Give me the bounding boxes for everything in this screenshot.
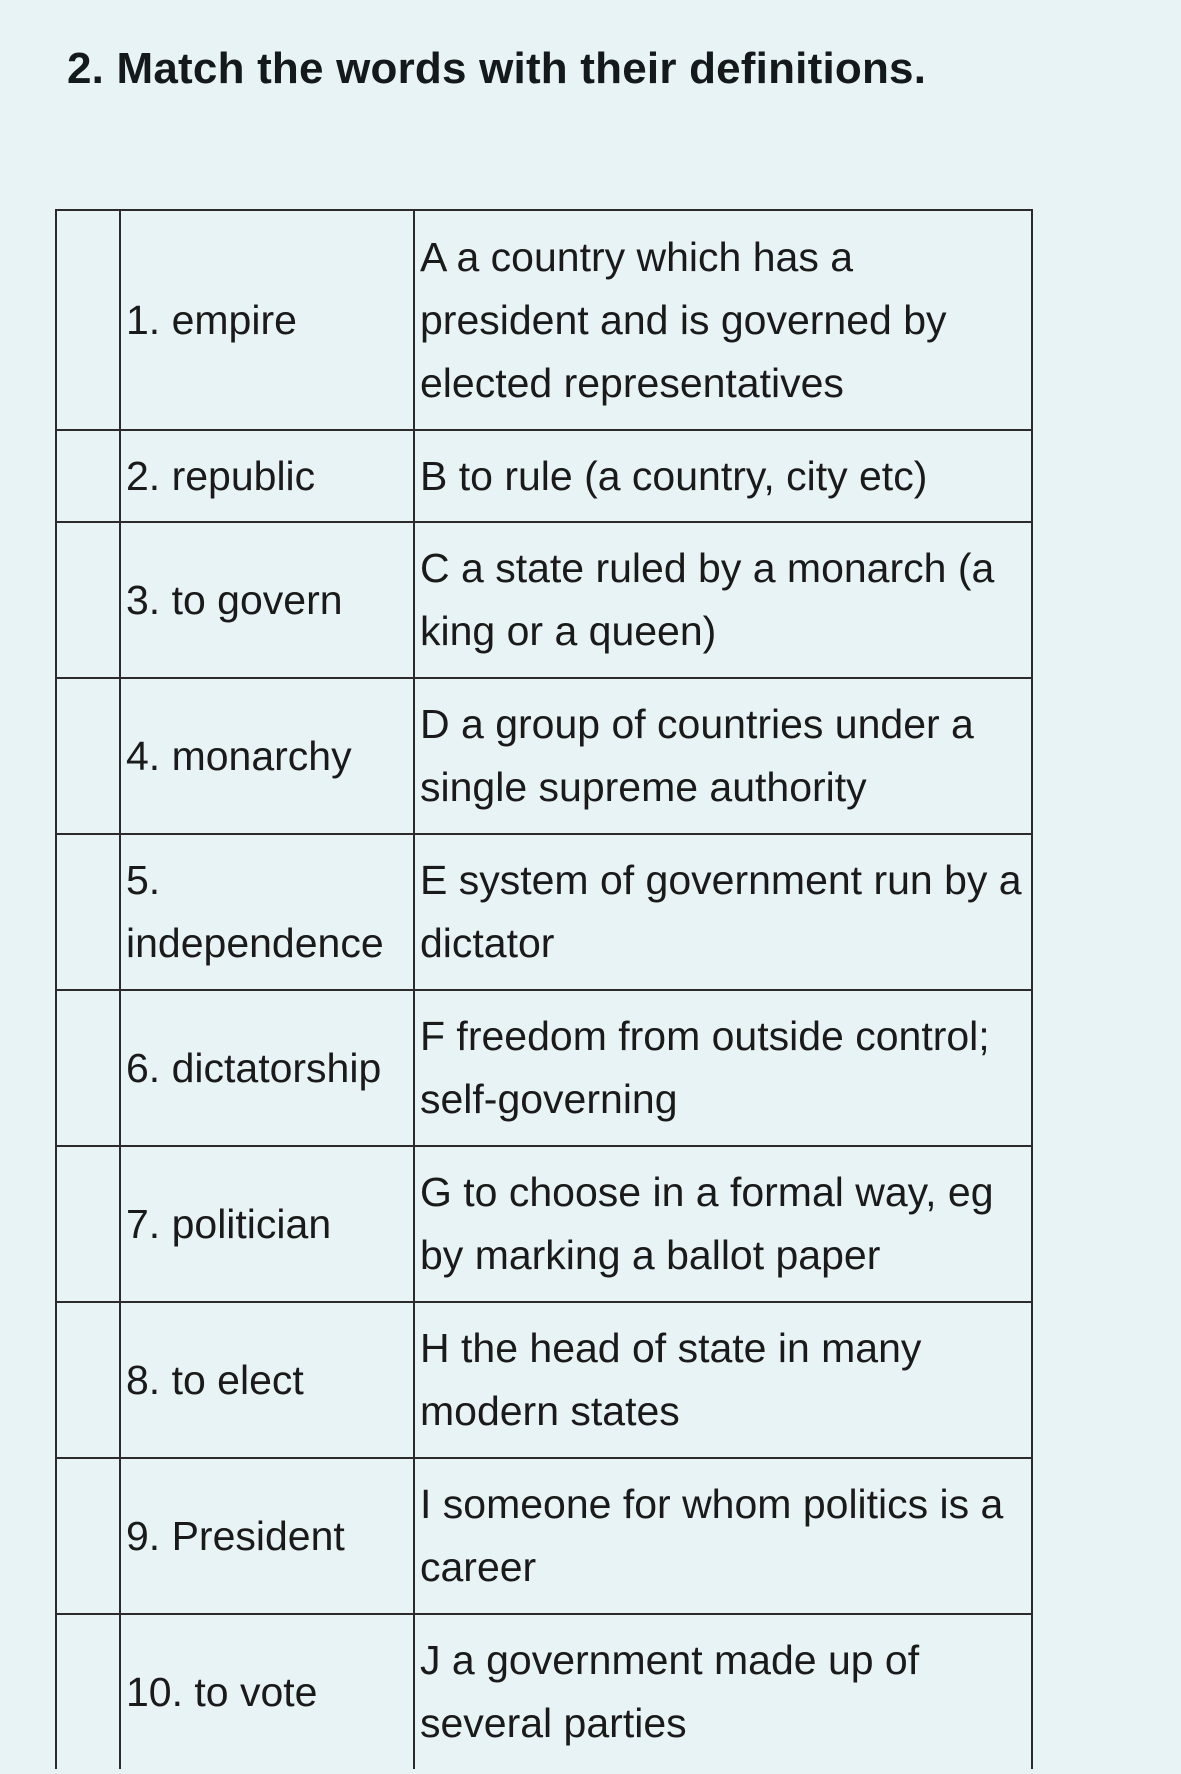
table-row [56,430,1032,522]
answer-cell[interactable] [56,678,120,834]
answer-cell[interactable] [56,1146,120,1302]
definition-cell: G to choose in a formal way, eg by marking a ballot paper [414,1146,1032,1302]
word-cell: 6. dictatorship [120,990,414,1146]
answer-cell[interactable] [56,430,120,522]
definition-cell: C a state ruled by a monarch (a king or a queen) [414,522,1032,678]
table-row [56,834,1032,990]
table-row [56,1458,1032,1614]
definition-cell: F freedom from outside control; self-governing [414,990,1032,1146]
matching-table-container [55,209,1033,1769]
table-row [56,990,1032,1146]
matching-table [55,209,1033,1769]
answer-cell[interactable] [56,1614,120,1769]
word-cell: 7. politician [120,1146,414,1302]
table-row [56,1614,1032,1769]
word-cell: 1. empire [120,210,414,430]
answer-cell[interactable] [56,1302,120,1458]
answer-cell[interactable] [56,210,120,430]
table-row [56,522,1032,678]
answer-cell[interactable] [56,834,120,990]
exercise-title: 2. Match the words with their definitions. [67,44,927,93]
definition-cell: E system of government run by a dictator [414,834,1032,990]
word-cell: 9. President [120,1458,414,1614]
answer-cell[interactable] [56,1458,120,1614]
definition-cell: D a group of countries under a single supreme authority [414,678,1032,834]
word-cell: 3. to govern [120,522,414,678]
answer-cell[interactable] [56,990,120,1146]
definition-cell: J a government made up of several parties [414,1614,1032,1769]
definition-cell: I someone for whom politics is a career [414,1458,1032,1614]
table-row [56,678,1032,834]
word-cell: 5. independence [120,834,414,990]
table-row [56,1146,1032,1302]
table-row [56,1302,1032,1458]
definition-cell: H the head of state in many modern states [414,1302,1032,1458]
definition-cell: B to rule (a country, city etc) [414,430,1032,522]
answer-cell[interactable] [56,522,120,678]
word-cell: 10. to vote [120,1614,414,1769]
table-row [56,210,1032,430]
word-cell: 2. republic [120,430,414,522]
word-cell: 4. monarchy [120,678,414,834]
word-cell: 8. to elect [120,1302,414,1458]
definition-cell: A a country which has a president and is governed by elected representatives [414,210,1032,430]
